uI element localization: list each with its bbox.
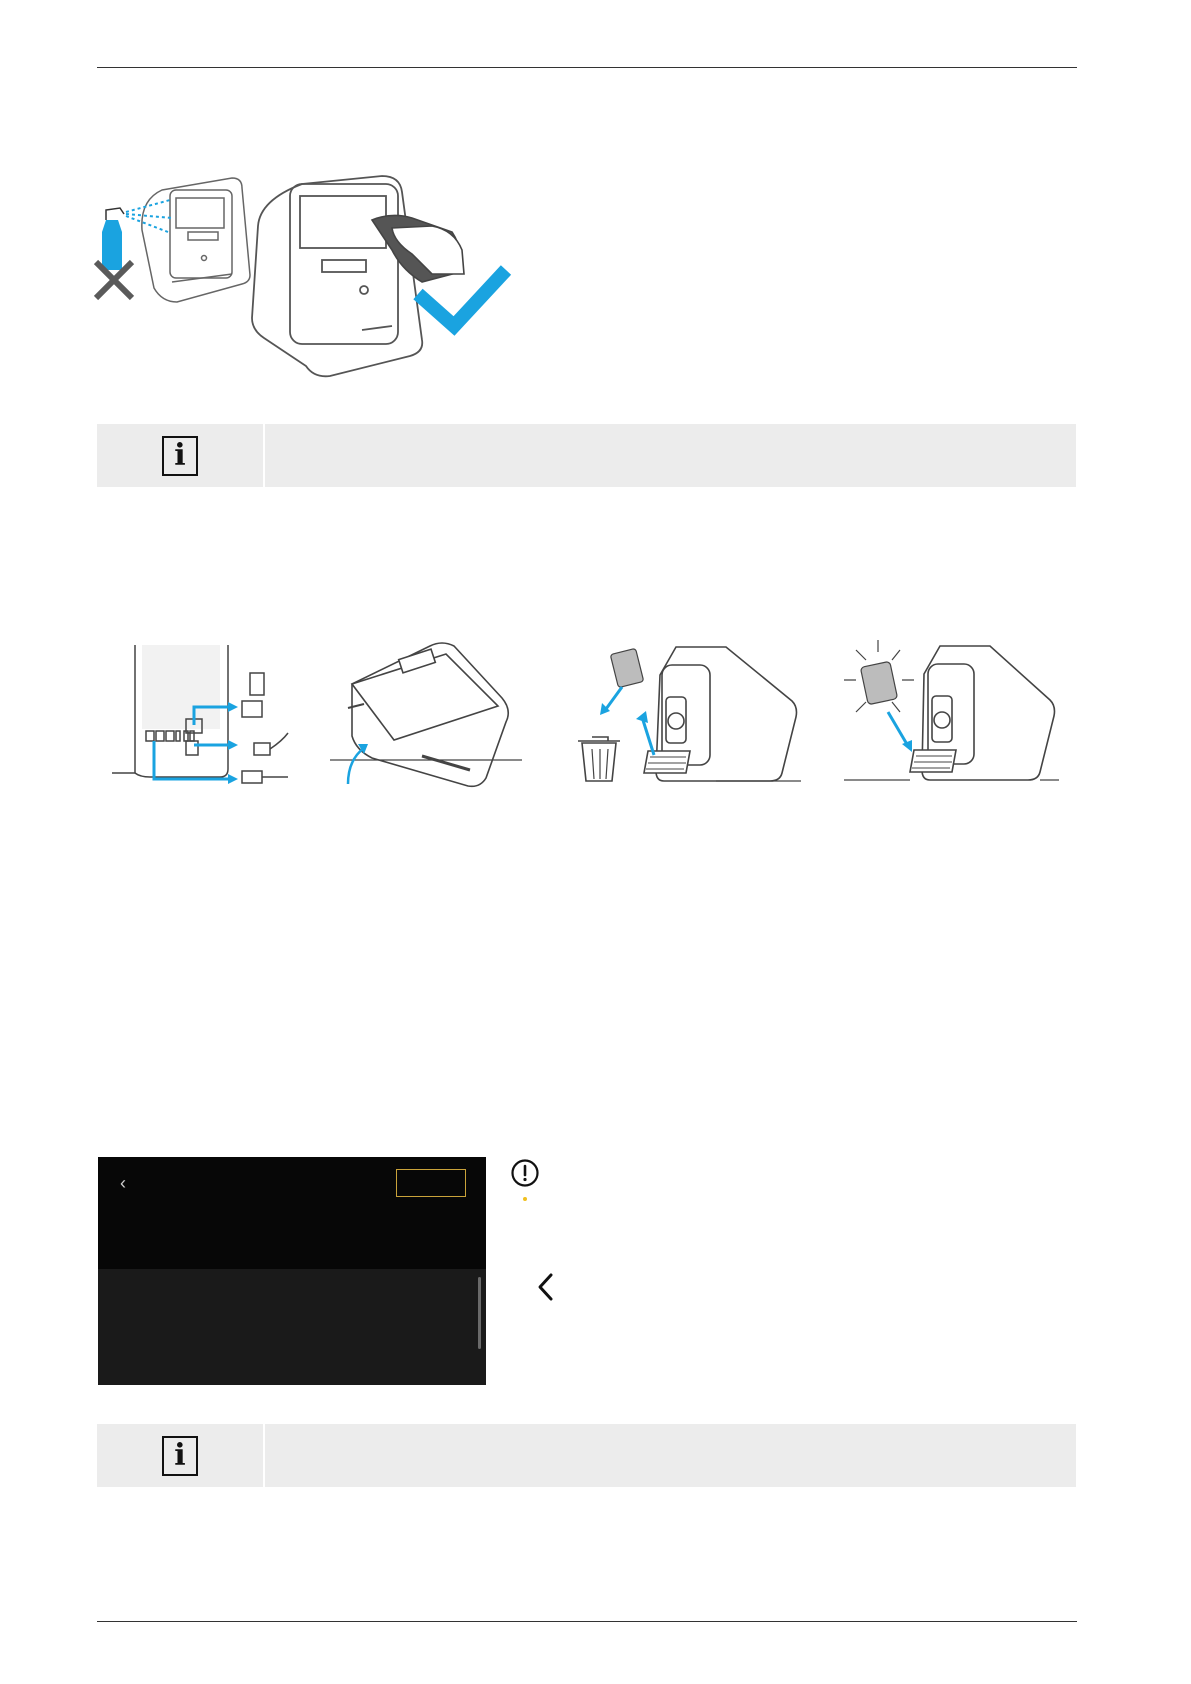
info-icon-cell (97, 1424, 265, 1487)
header-rule (97, 67, 1077, 68)
back-button[interactable]: ‹ (120, 1173, 126, 1193)
footer-rule (97, 1621, 1077, 1622)
info-note (97, 424, 1076, 487)
info-note-text (265, 424, 1076, 487)
info-note (97, 1424, 1076, 1487)
scrollbar[interactable] (478, 1277, 481, 1349)
info-icon: i (162, 1436, 198, 1476)
filter-step-3-illustration (576, 645, 801, 795)
device-screen (98, 1157, 486, 1385)
screen-content-area (98, 1269, 486, 1385)
filter-step-1-illustration (110, 645, 290, 790)
status-dot (523, 1197, 527, 1201)
info-icon: i (162, 436, 198, 476)
new-filter-icon (860, 661, 897, 704)
exclamation-circle-icon (510, 1158, 540, 1188)
large-device-illustration (252, 176, 422, 376)
info-icon-cell (97, 424, 265, 487)
small-device-illustration (142, 178, 250, 302)
chevron-left-icon (536, 1272, 556, 1302)
cleaning-illustration (92, 170, 542, 400)
used-filter-icon (610, 648, 643, 687)
highlighted-button[interactable] (396, 1169, 466, 1197)
filter-step-4-illustration (844, 640, 1059, 795)
filter-step-2-illustration (330, 640, 530, 790)
info-note-text (265, 1424, 1076, 1487)
